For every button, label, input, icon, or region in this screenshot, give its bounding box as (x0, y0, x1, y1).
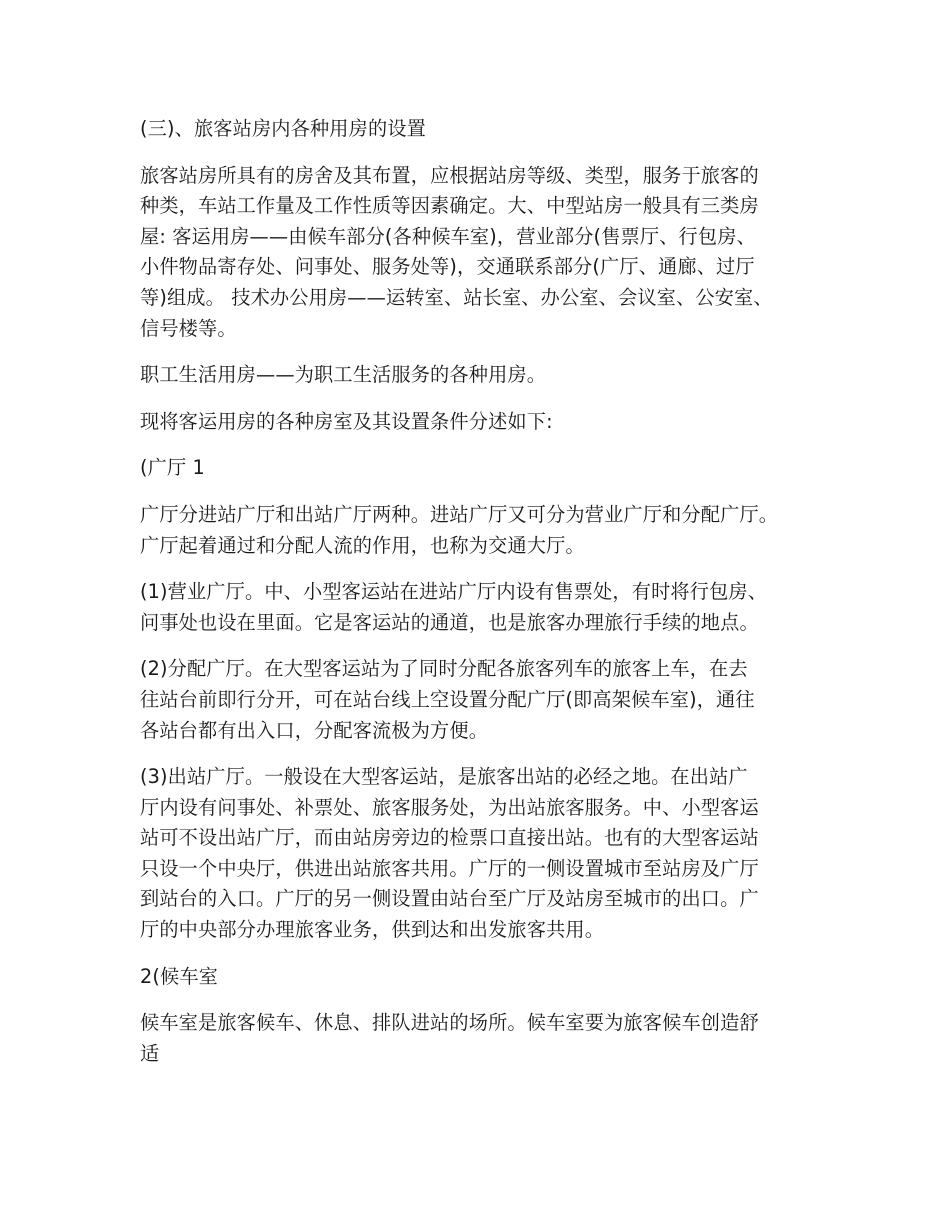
text-line: (广厅 1 (140, 456, 205, 480)
text-line: 广厅起着通过和分配人流的作用，也称为交通大厅。 (140, 533, 585, 557)
paragraph (140, 762, 830, 946)
text-line: 到站台的入口。广厅的另一侧设置由站台至广厅及站房至城市的出口。广 (140, 887, 759, 911)
text-line: (1)营业广厅。中、小型客运站在进站广厅内设有售票处，有时将行包房、 (140, 580, 768, 604)
text-line: 厅的中央部分办理旅客业务，供到达和出发旅客共用。 (140, 918, 605, 942)
paragraph (140, 360, 830, 391)
paragraph (140, 114, 830, 145)
paragraph (140, 161, 830, 345)
text-line: (三)、旅客站房内各种用房的设置 (140, 117, 426, 140)
document-body (140, 114, 830, 1085)
text-line: 小件物品寄存处、问事处、服务处等)，交通联系部分(广厅、通廊、过厅 (140, 255, 755, 279)
paragraph (140, 1008, 830, 1069)
paragraph (140, 500, 830, 561)
paragraph (140, 962, 830, 993)
text-line: 旅客站房所具有的房舍及其布置，应根据站房等级、类型，服务于旅客的 (140, 163, 759, 187)
text-line: (3)出站广厅。一般设在大型客运站，是旅客出站的必经之地。在出站广 (140, 765, 748, 789)
text-line: 广厅分进站广厅和出站广厅两种。进站广厅又可分为营业广厅和分配广厅。 (140, 502, 779, 526)
text-line: 职工生活用房——为职工生活服务的各种用房。 (140, 363, 547, 387)
text-line: (2)分配广厅。在大型客运站为了同时分配各旅客列车的旅客上车，在去 (140, 657, 748, 681)
text-line: 2(候车室 (140, 964, 219, 988)
text-line: 等)组成。 技术办公用房——运转室、站长室、办公室、会议室、公安室、 (140, 285, 773, 309)
paragraph (140, 407, 830, 438)
text-line: 现将客运用房的各种房室及其设置条件分述如下: (140, 409, 553, 433)
text-line: 厅内设有问事处、补票处、旅客服务处，为出站旅客服务。中、小型客运 (140, 795, 759, 819)
paragraph (140, 654, 830, 746)
text-line: 往站台前即行分开，可在站台线上空设置分配广厅(即高架候车室)，通往 (140, 687, 755, 711)
paragraph (140, 453, 830, 484)
text-line: 各站台都有出入口，分配客流极为方便。 (140, 718, 489, 742)
text-line: 适 (140, 1041, 160, 1065)
text-line: 问事处也设在里面。它是客运站的通道，也是旅客办理旅行手续的地点。 (140, 610, 759, 634)
text-line: 屋: 客运用房——由候车部分(各种候车室)，营业部分(售票厅、行包房、 (140, 224, 756, 248)
paragraph (140, 577, 830, 638)
text-line: 只设一个中央厅，供进出站旅客共用。广厅的一侧设置城市至站房及广厅 (140, 856, 759, 880)
text-line: 种类，车站工作量及工作性质等因素确定。大、中型站房一般具有三类房 (140, 194, 759, 218)
text-line: 站可不设出站广厅，而由站房旁边的检票口直接出站。也有的大型客运站 (140, 826, 759, 850)
text-line: 候车室是旅客候车、休息、排队进站的场所。候车室要为旅客候车创造舒 (140, 1011, 759, 1035)
text-line: 信号楼等。 (140, 316, 237, 340)
